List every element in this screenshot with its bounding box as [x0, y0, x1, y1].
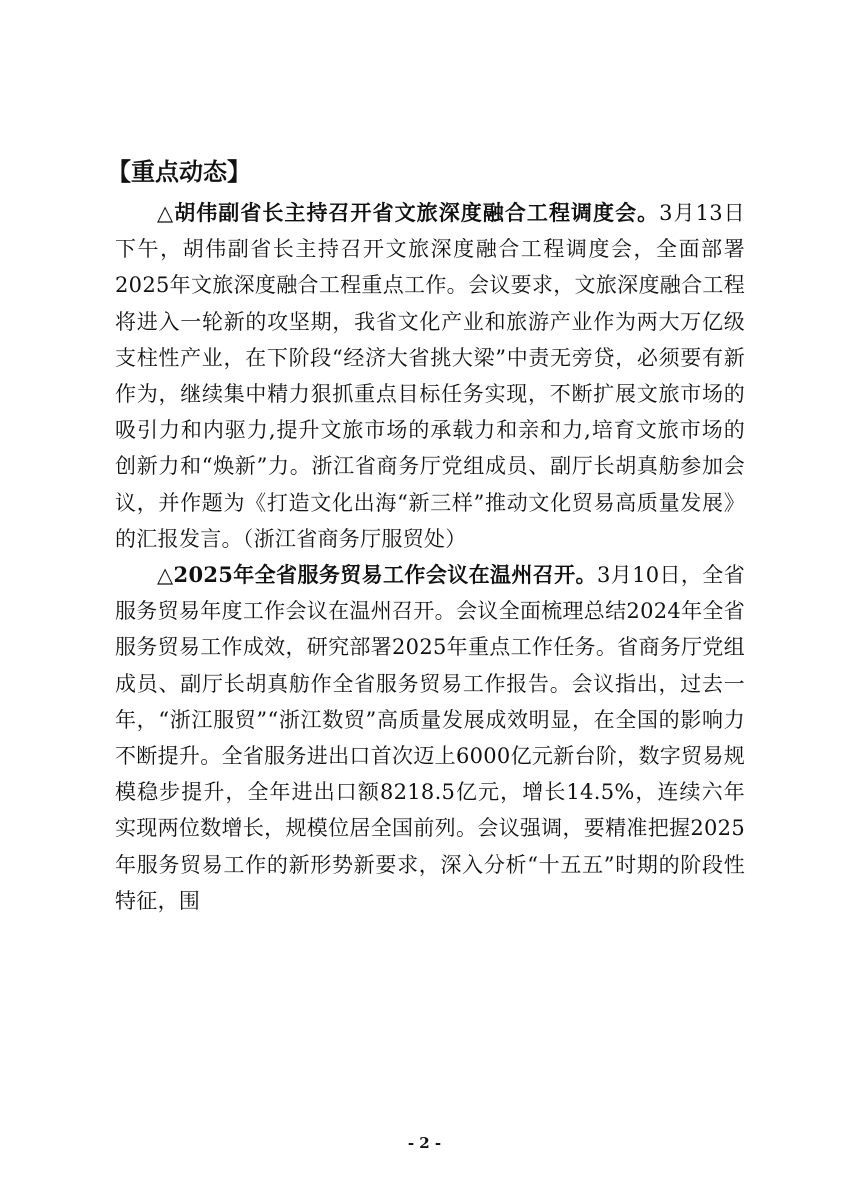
news-item-2-title: △2025年全省服务贸易工作会议在温州召开。	[157, 562, 597, 588]
page-number: - 2 -	[407, 1134, 442, 1152]
news-item-2-body: 3月10日，全省服务贸易年度工作会议在温州召开。会议全面梳理总结2024年全省服务贸易工作成效，研究部署2025年重点工作任务。省商务厅党组成员、副厅长胡真舫作全省服务贸易工作报告。会议指出，过去一年，“浙江服贸”“浙江数贸”高质量发展成效明显，在全国的影响力不断提升。全省服务进出口首次迈上6000亿元新台阶，数字贸易规模稳步提升，全年进出口额8218.5亿元，增长14.5%，连续六年实现两位数增长，规模位居全国前列。会议强调，要精准把握2025年服务贸易工作的新形势新要求，深入分析“十五五”时期的阶段性特征，围	[115, 563, 745, 913]
news-item-1-title: △胡伟副省长主持召开省文旅深度融合工程调度会。	[157, 200, 660, 225]
news-item-1-body: 3月13日下午，胡伟副省长主持召开文旅深度融合工程调度会，全面部署2025年文旅深度融合工程重点工作。会议要求，文旅深度融合工程将进入一轮新的攻坚期，我省文化产业和旅游产业作为两大万亿级支柱性产业，在下阶段“经济大省挑大梁”中责无旁贷，必须要有新作为，继续集中精力狠抓重点目标任务实现，不断扩展文旅市场的吸引力和内驱力,提升文旅市场的承载力和亲和力,培育文旅市场的创新力和“焕新”力。浙江省商务厅党组成员、副厅长胡真舫参加会议，并作题为《打造文化出海“新三样”推动文化贸易高质量发展》的汇报发言。（浙江省商务厅服贸处）	[115, 201, 745, 551]
document-body	[107, 155, 745, 919]
section-heading: 【重点动态】	[107, 157, 251, 186]
news-item-1	[115, 195, 745, 557]
news-item-2	[115, 557, 745, 919]
